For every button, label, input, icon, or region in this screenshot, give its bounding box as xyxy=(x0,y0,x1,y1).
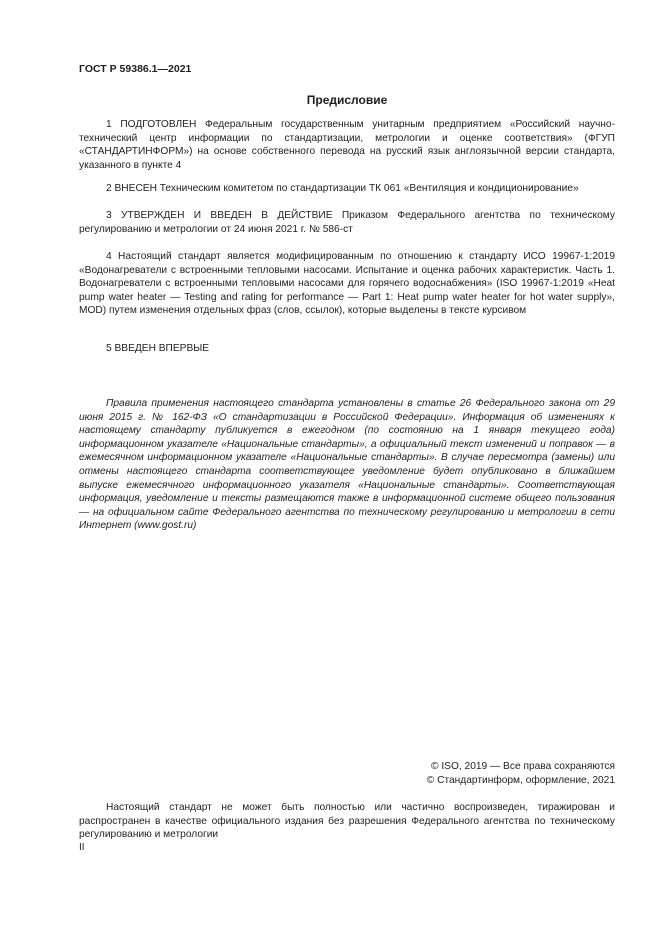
copyright-standartinform: © Стандартинформ, оформление, 2021 xyxy=(426,775,615,786)
paragraph-4: 4 Настоящий стандарт является модифицированным по отношению к стандарту ИСО 19967-1:2019 «Водонагреватели с встроенными тепловыми насосами. Испытание и оценка рабочих характеристик. Часть 1. Водонагреватели с встроенными тепловыми насосами для горячего водоснабжения» (ISO 19967-1:2019 «Heat pump water heater — Testing and rating for performance — Part 1: Heat pump water heater for hot water supply», MOD) путем изменения отдельных фраз (слов, ссылок), которые выделены в тексте курсивом xyxy=(79,251,615,317)
page-title: Предисловие xyxy=(306,93,388,107)
page-number: II xyxy=(79,842,85,853)
paragraph-2: 2 ВНЕСЕН Техническим комитетом по стандартизации ТК 061 «Вентиляция и кондиционирование» xyxy=(106,183,579,194)
paragraph-5: 5 ВВЕДЕН ВПЕРВЫЕ xyxy=(106,343,210,354)
standard-header: ГОСТ Р 59386.1—2021 xyxy=(79,63,192,75)
application-rules-notice: Правила применения настоящего стандарта установлены в статье 26 Федерального закона от 29 июня 2015 г. № 162-ФЗ «О стандартизации в Российской Федерации». Информация об изменениях к настоящему стандарту публикуется в ежегодном (по состоянию на 1 января текущего года) информационном указателе «Национальные стандарты», а официальный текст изменений и поправок — в ежемесячном информационном указателе «Национальные стандарты». В случае пересмотра (замены) или отмены настоящего стандарта соответствующее уведомление будет опубликовано в ближайшем выпуске ежемесячного информационного указателя «Национальные стандарты». Соответствующая информация, уведомление и тексты размещаются также в информационной системе общего пользования — на официальном сайте Федерального агентства по техническому регулированию и метрологии в сети Интернет (www.gost.ru) xyxy=(79,398,615,532)
reproduction-notice: Настоящий стандарт не может быть полностью или частично воспроизведен, тиражирован и распространен в качестве официального издания без разрешения Федерального агентства по техническому регулированию и метрологии xyxy=(79,802,615,841)
paragraph-1: 1 ПОДГОТОВЛЕН Федеральным государственным унитарным предприятием «Российский научно-технический центр информации по стандартизации, метрологии и оценке соответствия» (ФГУП «СТАНДАРТИНФОРМ») на основе собственного перевода на русский язык англоязычной версии стандарта, указанного в пункте 4 xyxy=(79,119,615,171)
paragraph-3: 3 УТВЕРЖДЕН И ВВЕДЕН В ДЕЙСТВИЕ Приказом Федерального агентства по техническому регулированию и метрологии от 24 июня 2021 г. № 586-ст xyxy=(79,210,615,235)
copyright-iso: © ISO, 2019 — Все права сохраняются xyxy=(431,761,615,772)
